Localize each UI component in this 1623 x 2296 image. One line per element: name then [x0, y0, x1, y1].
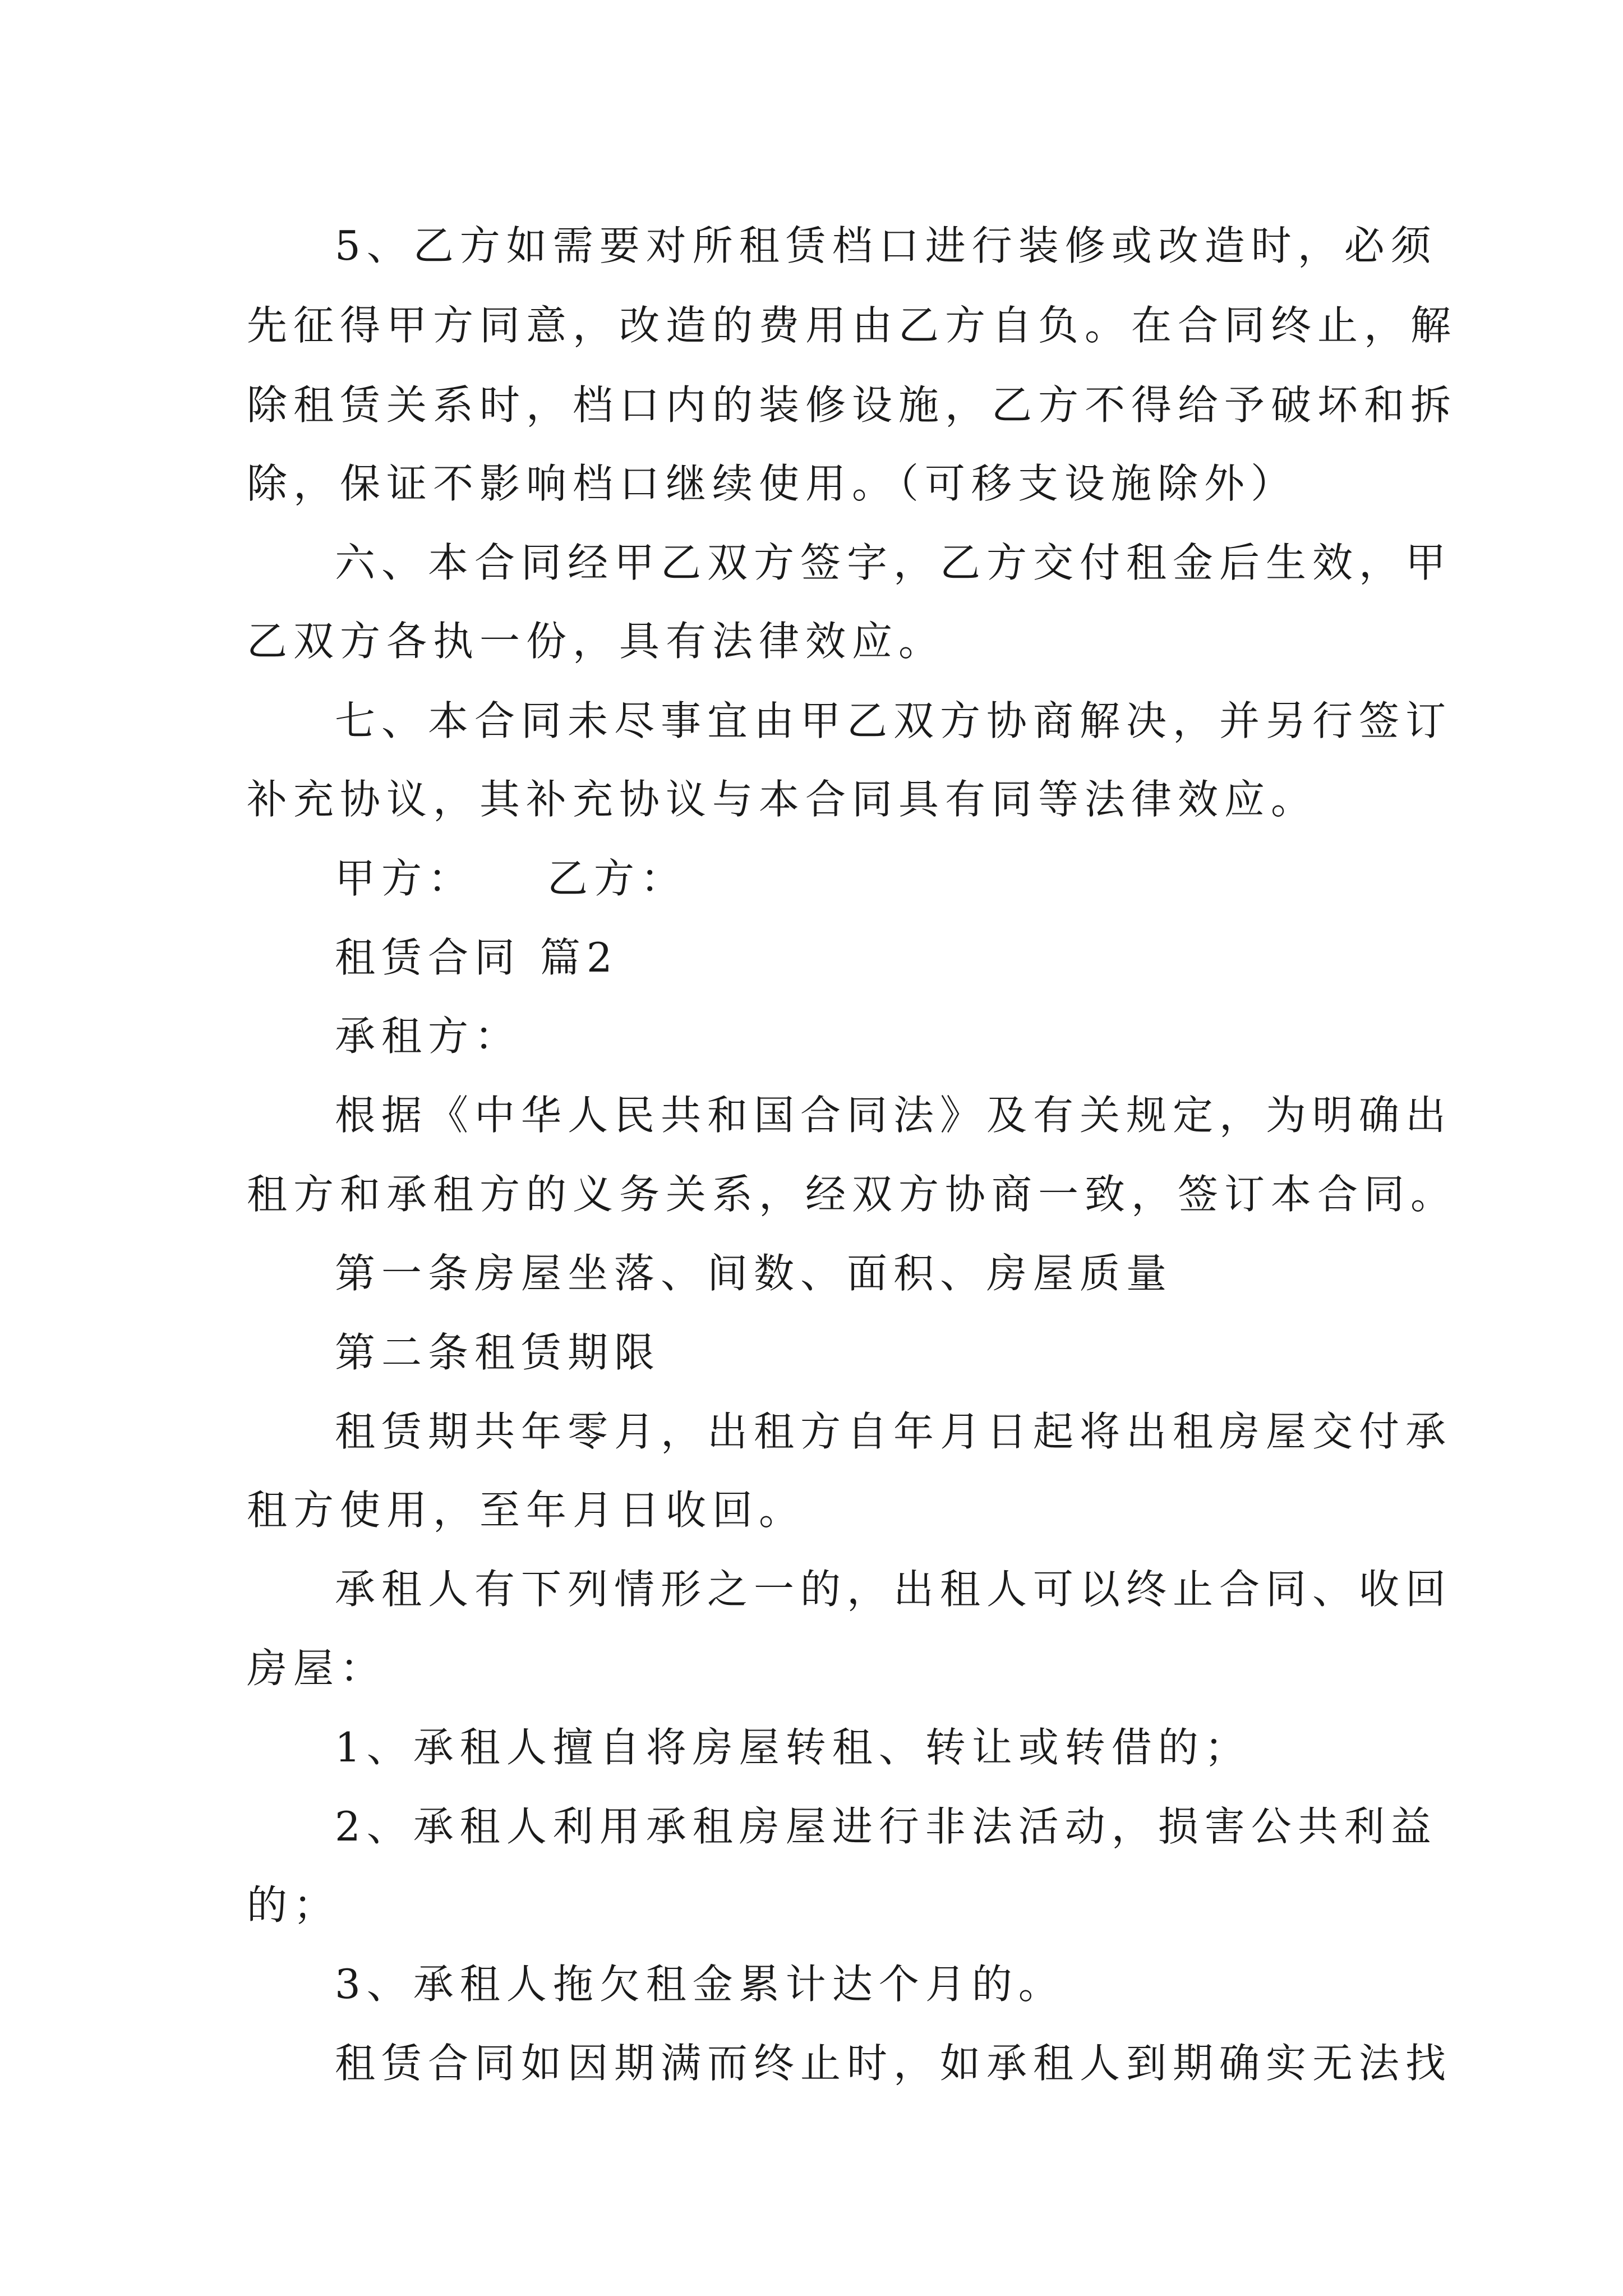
- paragraph-line: 租方和承租方的义务关系，经双方协商一致，签订本合同。: [247, 1171, 1458, 1218]
- paragraph-line: 租赁期共年零月，出租方自年月日起将出租房屋交付承: [335, 1408, 1453, 1455]
- clause-heading: 第二条租赁期限: [335, 1329, 661, 1376]
- paragraph-line: 承租方：: [335, 1013, 522, 1060]
- paragraph-line: 5、乙方如需要对所租赁档口进行装修或改造时，必须: [335, 222, 1437, 269]
- paragraph-line: 乙双方各执一份，具有法律效应。: [247, 618, 946, 665]
- list-item: 3、承租人拖欠租金累计达个月的。: [335, 1961, 1065, 2008]
- paragraph-line: 补充协议，其补充协议与本合同具有同等法律效应。: [247, 776, 1318, 823]
- list-item: 1、承租人擅自将房屋转租、转让或转借的；: [335, 1724, 1251, 1771]
- paragraph-line: 六、本合同经甲乙双方签字，乙方交付租金后生效，甲: [335, 539, 1453, 586]
- section-title: 租赁合同 篇2: [335, 934, 619, 981]
- paragraph-line: 七、本合同未尽事宜由甲乙双方协商解决，并另行签订: [335, 697, 1453, 744]
- list-item: 的；: [247, 1881, 340, 1929]
- paragraph-line: 根据《中华人民共和国合同法》及有关规定，为明确出: [335, 1092, 1453, 1139]
- paragraph-line: 先征得甲方同意，改造的费用由乙方自负。在合同终止，解: [247, 302, 1458, 349]
- list-item: 2、承租人利用承租房屋进行非法活动，损害公共利益: [335, 1803, 1437, 1850]
- paragraph-line: 租方使用，至年月日收回。: [247, 1487, 806, 1534]
- clause-heading: 第一条房屋坐落、间数、面积、房屋质量: [335, 1250, 1173, 1297]
- paragraph-line: 租赁合同如因期满而终止时，如承租人到期确实无法找: [335, 2040, 1453, 2087]
- paragraph-line: 承租人有下列情形之一的，出租人可以终止合同、收回: [335, 1566, 1453, 1613]
- paragraph-line: 除，保证不影响档口继续使用。（可移支设施除外）: [247, 460, 1298, 507]
- paragraph-line: 除租赁关系时，档口内的装修设施，乙方不得给予破坏和拆: [247, 381, 1458, 429]
- signature-line: 甲方： 乙方：: [335, 855, 688, 902]
- paragraph-line: 房屋：: [247, 1645, 387, 1692]
